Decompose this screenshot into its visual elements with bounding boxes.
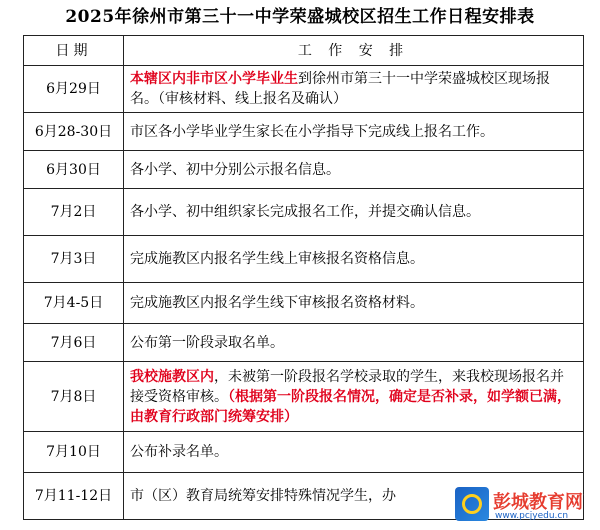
work-text: 公布补录名单。 bbox=[130, 444, 228, 460]
table-row bbox=[24, 66, 584, 113]
work-text: 市区各小学毕业学生家长在小学指导下完成线上报名工作。 bbox=[130, 123, 494, 140]
highlight-text: 本辖区内非市区小学毕业生 bbox=[130, 71, 298, 87]
row-work bbox=[124, 66, 584, 113]
page-title: 2025年徐州市第三十一中学荣盛城校区招生工作日程安排表 bbox=[65, 7, 535, 27]
work-text: 公布第一阶段录取名单。 bbox=[130, 334, 284, 351]
row-work bbox=[124, 283, 584, 324]
row-date: 6月28-30日 bbox=[24, 113, 124, 151]
work-text: 完成施教区内报名学生线上审核报名资格信息。 bbox=[130, 251, 424, 267]
table-header-row bbox=[24, 36, 584, 66]
table-row bbox=[24, 189, 584, 236]
row-work bbox=[124, 324, 584, 362]
table-row bbox=[24, 283, 584, 324]
row-work bbox=[124, 432, 584, 473]
work-text: ，未被第一阶段报名学校录取的学生，来我校现场报名并接受资格审核。 bbox=[130, 368, 564, 405]
row-work bbox=[124, 189, 584, 236]
watermark-url: www.pcjyedu.cn bbox=[495, 511, 569, 521]
row-date: 7月11-12日 bbox=[24, 473, 124, 520]
work-text: 各小学、初中组织家长完成报名工作，并提交确认信息。 bbox=[130, 204, 480, 220]
highlight-text: 我校施教区内 bbox=[130, 368, 214, 385]
table-row bbox=[24, 324, 584, 362]
row-date: 7月10日 bbox=[24, 432, 124, 473]
row-date: 6月30日 bbox=[24, 151, 124, 189]
row-date: 7月3日 bbox=[24, 236, 124, 283]
row-date: 7月6日 bbox=[24, 324, 124, 362]
row-date: 7月8日 bbox=[24, 362, 124, 432]
table-row bbox=[24, 432, 584, 473]
table-row bbox=[24, 362, 584, 432]
header-date: 日期 bbox=[24, 36, 124, 66]
table-row bbox=[24, 236, 584, 283]
work-text: 各小学、初中分别公示报名信息。 bbox=[130, 161, 340, 178]
row-date: 6月29日 bbox=[24, 66, 124, 113]
row-work bbox=[124, 236, 584, 283]
row-date: 7月2日 bbox=[24, 189, 124, 236]
highlight-text: （根据第一阶段报名情况，确定是否补录，如学额已满，由教育行政部门统筹安排） bbox=[130, 388, 571, 425]
row-work bbox=[124, 362, 584, 432]
header-work: 工 作 安 排 bbox=[124, 36, 584, 66]
row-work bbox=[124, 113, 584, 151]
schedule-table bbox=[23, 35, 584, 520]
table-row bbox=[24, 113, 584, 151]
watermark-name: 彭城教育网 bbox=[493, 492, 583, 513]
work-text: 市（区）教育局统筹安排特殊情况学生，办 bbox=[130, 488, 396, 504]
work-text: 完成施教区内报名学生线下审核报名资格材料。 bbox=[130, 295, 424, 311]
work-text: 到徐州市第三十一中学荣盛城校区现场报名。（审核材料、线上报名及确认） bbox=[130, 71, 550, 107]
table-row bbox=[24, 151, 584, 189]
logo-icon bbox=[455, 487, 489, 521]
row-work bbox=[124, 151, 584, 189]
site-watermark bbox=[455, 487, 595, 527]
row-date: 7月4-5日 bbox=[24, 283, 124, 324]
